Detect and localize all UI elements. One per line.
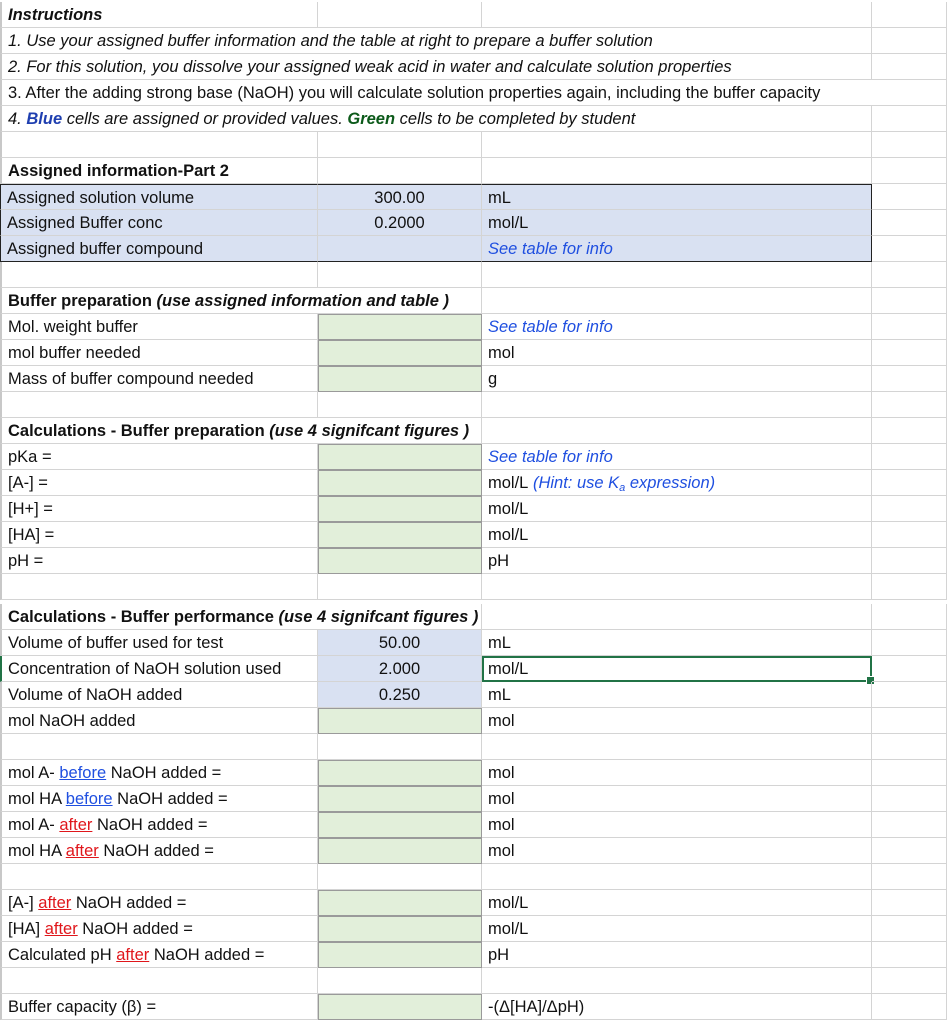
mol-a-before-unit[interactable]: mol bbox=[482, 760, 872, 786]
mol-ha-before-unit[interactable]: mol bbox=[482, 786, 872, 812]
row-empty bbox=[0, 734, 947, 760]
cell[interactable] bbox=[872, 340, 947, 366]
cell[interactable] bbox=[872, 418, 947, 444]
row-prep-mw bbox=[0, 314, 947, 340]
cell[interactable] bbox=[872, 184, 947, 210]
row-test-volume bbox=[0, 630, 947, 656]
row-prep-mol bbox=[0, 340, 947, 366]
assigned-volume-label[interactable]: Assigned solution volume bbox=[0, 184, 318, 210]
cell[interactable] bbox=[482, 418, 872, 444]
assigned-conc-label[interactable]: Assigned Buffer conc bbox=[0, 210, 318, 236]
row-a-conc bbox=[0, 470, 947, 496]
mass-unit[interactable]: g bbox=[482, 366, 872, 392]
row-ha-conc bbox=[0, 522, 947, 548]
row-a-after bbox=[0, 890, 947, 916]
h-conc-unit[interactable]: mol/L bbox=[482, 496, 872, 522]
cell[interactable] bbox=[482, 132, 872, 158]
row-empty bbox=[0, 574, 947, 600]
ha-conc-unit[interactable]: mol/L bbox=[482, 522, 872, 548]
row-mol-a-before bbox=[0, 760, 947, 786]
cell[interactable] bbox=[872, 444, 947, 470]
cell[interactable] bbox=[872, 522, 947, 548]
pka-label: pKa = bbox=[0, 444, 318, 470]
pka-note[interactable]: See table for info bbox=[482, 444, 872, 470]
cell[interactable] bbox=[0, 132, 318, 158]
row-calc-prep-title bbox=[0, 418, 947, 444]
cell[interactable] bbox=[872, 210, 947, 236]
row-empty bbox=[0, 262, 947, 288]
cell[interactable] bbox=[872, 496, 947, 522]
row-assigned-volume bbox=[0, 184, 947, 210]
cell[interactable] bbox=[872, 106, 947, 132]
ha-conc-input[interactable] bbox=[318, 522, 482, 548]
row-empty bbox=[0, 132, 947, 158]
a-after-label: [A-] after NaOH added = bbox=[0, 890, 318, 916]
row-empty bbox=[0, 968, 947, 994]
mol-ha-after-unit[interactable]: mol bbox=[482, 838, 872, 864]
mol-ha-before-input[interactable] bbox=[318, 786, 482, 812]
instruction-line-1[interactable]: 1. Use your assigned buffer information and the table at right to prepare a buffer solution bbox=[0, 28, 872, 54]
row-ph bbox=[0, 548, 947, 574]
row-calc-perf-title bbox=[0, 604, 947, 630]
cell[interactable] bbox=[318, 734, 482, 760]
cell[interactable] bbox=[872, 470, 947, 496]
mw-note[interactable]: See table for info bbox=[482, 314, 872, 340]
cell[interactable] bbox=[872, 968, 947, 994]
cell[interactable] bbox=[872, 392, 947, 418]
assigned-compound-label[interactable]: Assigned buffer compound bbox=[0, 236, 318, 262]
row-mol-ha-after bbox=[0, 838, 947, 864]
row-assigned-compound bbox=[0, 236, 947, 262]
cell[interactable] bbox=[872, 574, 947, 600]
ha-after-label: [HA] after NaOH added = bbox=[0, 916, 318, 942]
row-naoh-mol bbox=[0, 708, 947, 734]
naoh-volume-value[interactable]: 0.250 bbox=[318, 682, 482, 708]
cell[interactable] bbox=[872, 838, 947, 864]
cell[interactable] bbox=[872, 366, 947, 392]
row-mol-a-after bbox=[0, 812, 947, 838]
row-empty bbox=[0, 864, 947, 890]
mol-a-after-input[interactable] bbox=[318, 812, 482, 838]
h-conc-input[interactable] bbox=[318, 496, 482, 522]
cell[interactable] bbox=[872, 942, 947, 968]
row-instruction-2 bbox=[0, 54, 947, 80]
a-conc-input[interactable] bbox=[318, 470, 482, 496]
row-ph-after bbox=[0, 942, 947, 968]
cell[interactable] bbox=[872, 812, 947, 838]
naoh-volume-label: Volume of NaOH added bbox=[0, 682, 318, 708]
cell[interactable] bbox=[482, 968, 872, 994]
cell[interactable] bbox=[0, 864, 318, 890]
naoh-volume-unit[interactable]: mL bbox=[482, 682, 872, 708]
cell[interactable] bbox=[872, 916, 947, 942]
ph-after-unit[interactable]: pH bbox=[482, 942, 872, 968]
ph-unit[interactable]: pH bbox=[482, 548, 872, 574]
cell[interactable] bbox=[872, 656, 947, 682]
row-assigned-conc bbox=[0, 210, 947, 236]
a-conc-label: [A-] = bbox=[0, 470, 318, 496]
mol-buffer-label: mol buffer needed bbox=[0, 340, 318, 366]
cell[interactable] bbox=[872, 786, 947, 812]
row-instructions-title bbox=[0, 2, 947, 28]
ph-after-input[interactable] bbox=[318, 942, 482, 968]
assigned-compound-note[interactable]: See table for info bbox=[482, 236, 872, 262]
cell[interactable] bbox=[482, 864, 872, 890]
row-h-conc bbox=[0, 496, 947, 522]
row-mol-ha-before bbox=[0, 786, 947, 812]
cell[interactable] bbox=[872, 630, 947, 656]
ph-input[interactable] bbox=[318, 548, 482, 574]
row-instruction-1 bbox=[0, 28, 947, 54]
ph-label: pH = bbox=[0, 548, 318, 574]
row-naoh-volume bbox=[0, 682, 947, 708]
calc-perf-title[interactable]: Calculations - Buffer performance (use 4 signifcant figures ) bbox=[0, 604, 482, 630]
test-volume-value[interactable]: 50.00 bbox=[318, 630, 482, 656]
mw-label: Mol. weight buffer bbox=[0, 314, 318, 340]
cell[interactable] bbox=[872, 604, 947, 630]
naoh-mol-input[interactable] bbox=[318, 708, 482, 734]
prep-title[interactable]: Buffer preparation (use assigned information and table ) bbox=[0, 288, 482, 314]
cell[interactable] bbox=[318, 968, 482, 994]
cell[interactable] bbox=[872, 132, 947, 158]
cell[interactable] bbox=[318, 392, 482, 418]
row-instruction-4 bbox=[0, 106, 947, 132]
assigned-volume-unit[interactable]: mL bbox=[482, 184, 872, 210]
assigned-compound-value[interactable] bbox=[318, 236, 482, 262]
mass-label: Mass of buffer compound needed bbox=[0, 366, 318, 392]
buffer-capacity-label: Buffer capacity (β) = bbox=[0, 994, 318, 1020]
ha-conc-label: [HA] = bbox=[0, 522, 318, 548]
cell[interactable] bbox=[872, 236, 947, 262]
row-pka bbox=[0, 444, 947, 470]
cell[interactable] bbox=[318, 574, 482, 600]
cell[interactable] bbox=[872, 54, 947, 80]
cell[interactable] bbox=[0, 734, 318, 760]
cell[interactable] bbox=[482, 392, 872, 418]
assigned-volume-value[interactable]: 300.00 bbox=[318, 184, 482, 210]
cell[interactable] bbox=[872, 2, 947, 28]
cell[interactable] bbox=[482, 2, 872, 28]
cell[interactable] bbox=[872, 548, 947, 574]
cell[interactable] bbox=[872, 734, 947, 760]
row-buffer-capacity bbox=[0, 994, 947, 1020]
cell[interactable] bbox=[482, 734, 872, 760]
cell[interactable] bbox=[318, 262, 482, 288]
row-prep-title bbox=[0, 288, 947, 314]
mol-a-before-label: mol A- before NaOH added = bbox=[0, 760, 318, 786]
mol-a-before-input[interactable] bbox=[318, 760, 482, 786]
naoh-mol-unit[interactable]: mol bbox=[482, 708, 872, 734]
cell[interactable] bbox=[482, 158, 872, 184]
assigned-conc-unit[interactable]: mol/L bbox=[482, 210, 872, 236]
test-volume-label: Volume of buffer used for test bbox=[0, 630, 318, 656]
a-after-unit[interactable]: mol/L bbox=[482, 890, 872, 916]
instruction-line-2[interactable]: 2. For this solution, you dissolve your assigned weak acid in water and calculate solution properties bbox=[0, 54, 872, 80]
cell[interactable] bbox=[0, 968, 318, 994]
mw-input[interactable] bbox=[318, 314, 482, 340]
naoh-conc-unit-selected-cell[interactable]: mol/L bbox=[482, 656, 872, 682]
instruction-line-3[interactable]: 3. After the adding strong base (NaOH) you will calculate solution properties again, including the buffer capacity bbox=[0, 80, 947, 106]
instructions-title[interactable]: Instructions bbox=[0, 2, 318, 28]
mass-input[interactable] bbox=[318, 366, 482, 392]
naoh-mol-label: mol NaOH added bbox=[0, 708, 318, 734]
ha-after-input[interactable] bbox=[318, 916, 482, 942]
cell[interactable] bbox=[872, 262, 947, 288]
row-prep-mass bbox=[0, 366, 947, 392]
cell[interactable] bbox=[0, 262, 318, 288]
cell[interactable] bbox=[0, 392, 318, 418]
assigned-title[interactable]: Assigned information-Part 2 bbox=[0, 158, 318, 184]
cell[interactable] bbox=[872, 314, 947, 340]
cell[interactable] bbox=[482, 288, 872, 314]
naoh-conc-label: Concentration of NaOH solution used bbox=[0, 656, 318, 682]
test-volume-unit[interactable]: mL bbox=[482, 630, 872, 656]
mol-buffer-input[interactable] bbox=[318, 340, 482, 366]
cell[interactable] bbox=[872, 864, 947, 890]
instruction-line-4[interactable]: 4. Blue cells are assigned or provided values. Green cells to be completed by student bbox=[0, 106, 872, 132]
mol-buffer-unit[interactable]: mol bbox=[482, 340, 872, 366]
a-conc-unit[interactable]: mol/L (Hint: use $K_a$ expression) bbox=[482, 470, 872, 496]
mol-ha-before-label: mol HA before NaOH added = bbox=[0, 786, 318, 812]
cell[interactable] bbox=[872, 708, 947, 734]
cell[interactable] bbox=[872, 288, 947, 314]
cell[interactable] bbox=[482, 262, 872, 288]
row-instruction-3 bbox=[0, 80, 947, 106]
row-ha-after bbox=[0, 916, 947, 942]
cell[interactable] bbox=[872, 158, 947, 184]
ph-after-label: Calculated pH after NaOH added = bbox=[0, 942, 318, 968]
a-after-input[interactable] bbox=[318, 890, 482, 916]
cell[interactable] bbox=[318, 2, 482, 28]
row-naoh-conc bbox=[0, 656, 947, 682]
cell[interactable] bbox=[872, 890, 947, 916]
cell[interactable] bbox=[318, 158, 482, 184]
calc-prep-title[interactable]: Calculations - Buffer preparation (use 4 signifcant figures ) bbox=[0, 418, 482, 444]
mol-ha-after-label: mol HA after NaOH added = bbox=[0, 838, 318, 864]
mol-ha-after-input[interactable] bbox=[318, 838, 482, 864]
assigned-conc-value[interactable]: 0.2000 bbox=[318, 210, 482, 236]
cell[interactable] bbox=[482, 604, 872, 630]
mol-a-after-unit[interactable]: mol bbox=[482, 812, 872, 838]
h-conc-label: [H+] = bbox=[0, 496, 318, 522]
cell[interactable] bbox=[872, 28, 947, 54]
ha-after-unit[interactable]: mol/L bbox=[482, 916, 872, 942]
cell[interactable] bbox=[318, 132, 482, 158]
pka-input[interactable] bbox=[318, 444, 482, 470]
naoh-conc-value[interactable]: 2.000 bbox=[318, 656, 482, 682]
cell[interactable] bbox=[872, 994, 947, 1020]
buffer-capacity-input[interactable] bbox=[318, 994, 482, 1020]
cell[interactable] bbox=[872, 682, 947, 708]
buffer-capacity-unit[interactable]: -(Δ[HA]/ΔpH) bbox=[482, 994, 872, 1020]
cell[interactable] bbox=[482, 574, 872, 600]
row-assigned-title bbox=[0, 158, 947, 184]
row-empty bbox=[0, 392, 947, 418]
cell[interactable] bbox=[872, 760, 947, 786]
cell[interactable] bbox=[0, 574, 318, 600]
mol-a-after-label: mol A- after NaOH added = bbox=[0, 812, 318, 838]
cell[interactable] bbox=[318, 864, 482, 890]
